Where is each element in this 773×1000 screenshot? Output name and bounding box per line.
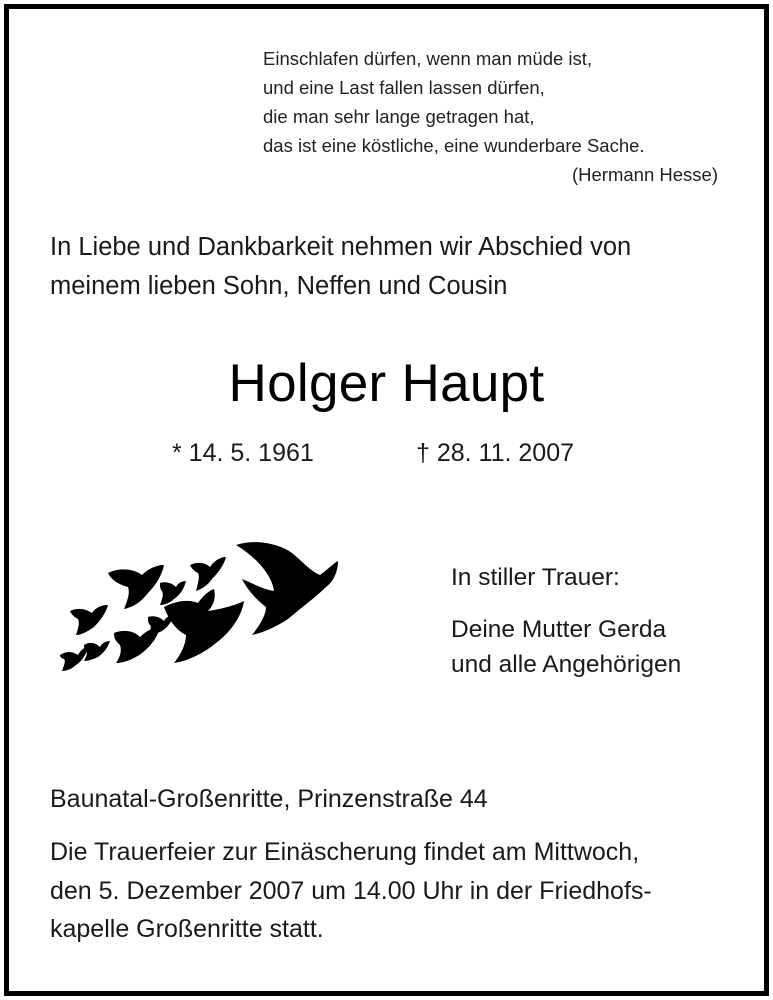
mourners-block: [451, 560, 751, 682]
quote-line: Einschlafen dürfen, wenn man müde ist,: [263, 48, 593, 69]
bird-silhouette: [190, 557, 226, 591]
ceremony-info: [50, 833, 730, 949]
intro-line: In Liebe und Dankbarkeit nehmen wir Abschied von: [50, 233, 632, 261]
deceased-name: Holger Haupt: [228, 354, 545, 413]
ceremony-line: kapelle Großenritte statt.: [50, 915, 324, 943]
bird-silhouette: [60, 647, 88, 671]
ceremony-line: den 5. Dezember 2007 um 14.00 Uhr in der Friedhofs-: [50, 876, 652, 905]
bird-silhouette: [84, 641, 110, 661]
mourner-line: Deine Mutter Gerda: [451, 616, 667, 643]
bird-silhouette: [70, 605, 108, 635]
bird-silhouette: [148, 615, 174, 635]
intro-text: [50, 228, 722, 306]
mourner-line: und alle Angehörigen: [451, 651, 682, 678]
bird-silhouette: [164, 589, 244, 663]
quote-author: (Hermann Hesse): [572, 164, 718, 185]
mourners-names: [451, 612, 751, 682]
bird-silhouette: [108, 565, 164, 609]
bird-silhouette: [236, 542, 338, 635]
flying-birds-illustration: [52, 535, 352, 685]
quote-line: und eine Last fallen lassen dürfen,: [263, 77, 545, 98]
ceremony-line: Die Trauerfeier zur Einäscherung findet am Mittwoch,: [50, 838, 640, 866]
hesse-quote: [263, 44, 718, 189]
intro-line: meinem lieben Sohn, Neffen und Cousin: [50, 272, 508, 300]
mourners-heading: In stiller Trauer:: [451, 564, 620, 591]
address: Baunatal-Großenritte, Prinzenstraße 44: [50, 785, 488, 813]
quote-line: die man sehr lange getragen hat,: [263, 106, 535, 127]
quote-line: das ist eine köstliche, eine wunderbare Sache.: [263, 135, 645, 156]
death-date: † 28. 11. 2007: [416, 439, 575, 467]
birth-date: * 14. 5. 1961: [172, 439, 314, 467]
